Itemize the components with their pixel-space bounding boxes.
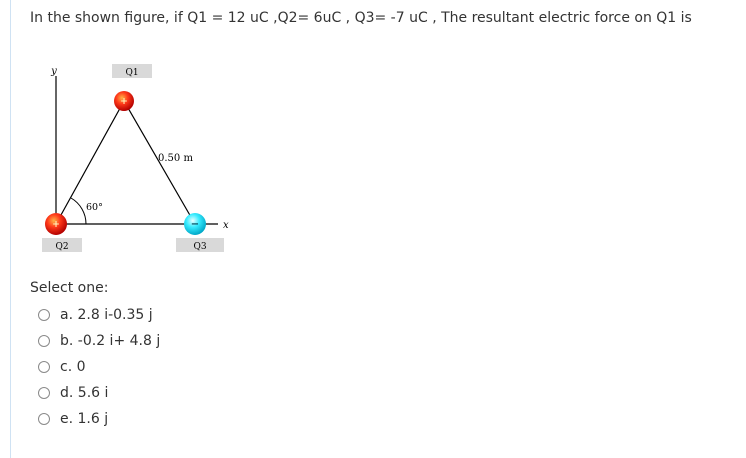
q3-label: Q3: [193, 242, 207, 252]
x-axis-label: x: [223, 220, 229, 231]
radio-c[interactable]: [38, 361, 50, 373]
option-e[interactable]: [38, 406, 160, 432]
y-axis-label: y: [51, 66, 57, 77]
angle-arc: [71, 198, 86, 224]
option-e-label[interactable]: e. 1.6 j: [60, 411, 109, 427]
q1-sign: +: [120, 97, 128, 107]
radio-e[interactable]: [38, 413, 50, 425]
option-a[interactable]: [38, 302, 160, 328]
option-b[interactable]: [38, 328, 160, 354]
q3-sign: −: [190, 219, 200, 230]
q2-label: Q2: [55, 242, 69, 252]
radio-d[interactable]: [38, 387, 50, 399]
option-d[interactable]: [38, 380, 160, 406]
content-border: [10, 0, 11, 458]
angle-label: 60°: [86, 202, 103, 213]
q1-label: Q1: [125, 68, 139, 78]
option-c[interactable]: [38, 354, 160, 380]
distance-label: 0.50 m: [158, 153, 193, 164]
q2-sign: +: [52, 220, 60, 230]
radio-b[interactable]: [38, 335, 50, 347]
option-a-label[interactable]: a. 2.8 i-0.35 j: [60, 307, 153, 323]
select-one-prompt: Select one:: [30, 280, 109, 296]
radio-a[interactable]: [38, 309, 50, 321]
question-text: In the shown figure, if Q1 = 12 uC ,Q2= 6uC , Q3= -7 uC , The resultant electric force on Q1 is: [30, 10, 692, 26]
triangle-charge-figure: [30, 60, 250, 260]
option-c-label[interactable]: c. 0: [60, 359, 86, 375]
answer-options: [38, 302, 160, 432]
option-d-label[interactable]: d. 5.6 i: [60, 385, 109, 401]
option-b-label[interactable]: b. -0.2 i+ 4.8 j: [60, 333, 161, 349]
